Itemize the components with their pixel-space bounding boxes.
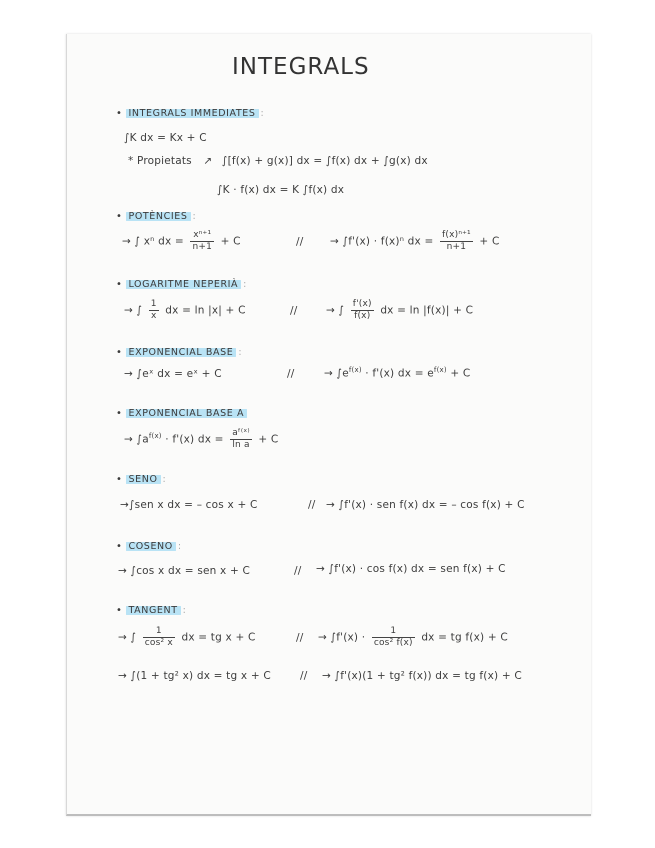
formula-tan-alt-composite: → ∫f'(x)(1 + tg² f(x)) dx = tg f(x) + C [322,670,522,682]
notebook-page [66,34,591,816]
section-heading-coseno: • COSENO : [116,541,182,552]
section-heading-immediates: • INTEGRALS IMMEDIATES : [116,108,265,119]
property-sum: ∫[f(x) + g(x)] dx = ∫f(x) dx + ∫g(x) dx [221,155,428,167]
formula-power-composite: → ∫f'(x) · f(x)ⁿ dx = $\frac{\text{f(x)ⁿ⁺¹}}{n+1}$ + C [330,230,500,252]
separator: // [296,236,304,248]
separator: // [296,632,304,644]
fraction: $\frac{\text{aᶠ⁽ˣ⁾}}{\text{ln a}}$ [232,428,250,450]
section-heading-exp-base-a: • EXPONENCIAL BASE A [116,408,247,419]
page-title: INTEGRALS [232,54,370,80]
separator: // [290,305,298,317]
formula-tan-alt: → ∫(1 + tg² x) dx = tg x + C [118,670,271,682]
formula-tan: → ∫ $\frac{1}{\text{cos² x}}$ dx = tg x + C [118,626,256,648]
section-heading-seno: • SENO : [116,474,167,485]
fraction: $\frac{\text{xⁿ⁺¹}}{n+1}$ [192,230,213,252]
section-heading-tangent: • TANGENT : [116,605,187,616]
formula-exp: → ∫eˣ dx = eˣ + C [124,368,222,380]
properties-line-1: * Propietats ↗ ∫[f(x) + g(x)] dx = ∫f(x) dx + ∫g(x) dx [128,155,428,167]
properties-label: * Propietats [128,155,192,167]
formula-log: → ∫ $\frac{1}{x}$ dx = ln |x| + C [124,299,246,321]
fraction: $\frac{1}{\text{cos² x}}$ [144,626,173,648]
fraction: $\frac{\text{f(x)ⁿ⁺¹}}{n+1}$ [442,230,471,252]
formula-cos: → ∫cos x dx = sen x + C [118,565,251,577]
formula-tan-composite: → ∫f'(x) · $\frac{1}{\text{cos² f(x)}}$ dx = tg f(x) + C [318,626,508,648]
bullet: • [116,108,123,119]
formula-log-composite: → ∫ $\frac{f'(x)}{f(x)}$ dx = ln |f(x)| + C [326,299,474,321]
separator: // [308,499,316,511]
formula-constant: ∫K dx = Kx + C [124,132,207,144]
section-heading-potencies: • POTÈNCIES : [116,211,197,222]
section-heading-exp-base: • EXPONENCIAL BASE : [116,347,243,358]
heading-highlight: INTEGRALS IMMEDIATES [126,108,259,119]
formula-power: → ∫ xⁿ dx = $\frac{\text{xⁿ⁺¹}}{n+1}$ + C [122,230,241,252]
separator: // [287,368,295,380]
property-scalar: ∫K · f(x) dx = K ∫f(x) dx [217,184,345,196]
formula-sen-composite: → ∫f'(x) · sen f(x) dx = – cos f(x) + C [326,499,525,511]
fraction: $\frac{1}{\text{cos² f(x)}}$ [373,626,413,648]
fraction: $\frac{1}{x}$ [150,299,157,321]
fraction: $\frac{f'(x)}{f(x)}$ [352,299,372,321]
separator: // [294,565,302,577]
separator: // [300,670,308,682]
formula-sen: →∫sen x dx = – cos x + C [120,499,258,511]
formula-exp-base-a: → $\int a^{f(x)} \cdot f'(x)$ dx = $\frac{\text{aᶠ⁽ˣ⁾}}{\text{ln a}}$ + C [124,428,279,450]
section-heading-logaritme: • LOGARITME NEPERIÀ : [116,279,247,290]
formula-exp-composite: → $\int e^{f(x)} \cdot f'(x)$ dx = $e^{f(x)} + C$ [324,366,471,380]
formula-cos-composite: → ∫f'(x) · cos f(x) dx = sen f(x) + C [316,563,506,575]
